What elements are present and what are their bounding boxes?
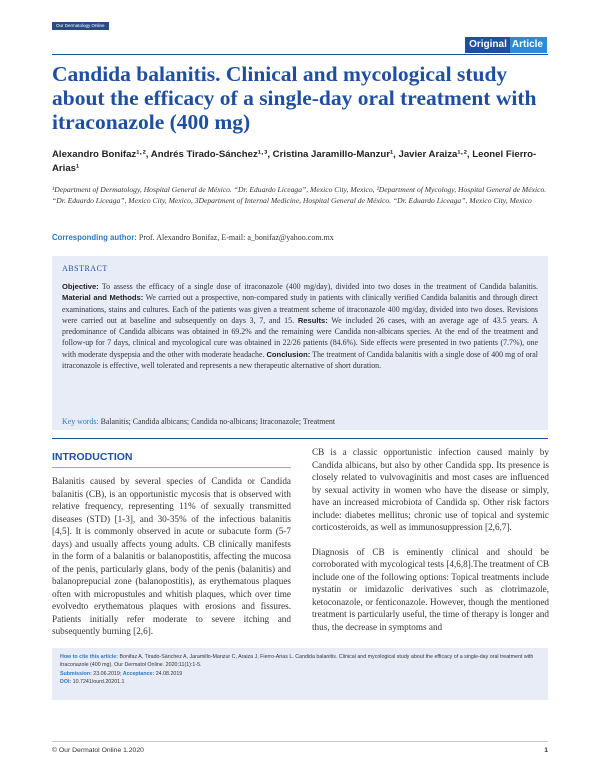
page-number: 1 [544,747,548,754]
methods-text: We carried out a prospective, non-compared study in patients with clinically verified Candida balanitis and through direct examinations, stains and cultures. Each of the patients was given a treatment scheme of itraconazole 400 mg/day, divided into two doses. Revisions were carried out at baseline and subsequently on days 3, 7, and 15. [62,293,538,325]
introduction-heading: INTRODUCTION [52,451,133,463]
footer-copyright: © Our Dermatol Online 1.2020 [52,747,144,754]
how-to-cite-label: How to cite this article: [60,654,118,660]
journal-tag: Our Dermatology Online [52,22,109,30]
doi-link[interactable]: 10.7241/ourd.20201.1 [71,678,125,685]
how-to-cite-text: Bonifaz A, Tirado-Sánchez A, Jaramillo-Manzur C, Araiza J, Fierro-Arias L. Candida balanitis. Clinical and mycological study about the efficacy of a single-day oral treatment with itraconazole (400 mg). Our Dermatol Online. 2020;11(1):1-5. [60,654,534,669]
corresponding-text: Prof. Alexandro Bonifaz, E-mail: a_bonifaz@yahoo.com.mx [136,233,334,242]
submission-label: Submission: [60,670,92,677]
paragraph: Balanitis caused by several species of Candida or Candida balanitis (CB), is an opportunistic mycosis that is observed with relative frequency, representing 11% of sexually transmitted diseases (STD) [1-3], and 30-35% of the infectious balanitis [4,5]. It is commonly observed in acute or subacute form (5-7 days) and usually affects young adults. CB clinically manifests in the form of a balanitis or balanopostitis, affecting the mucosa of the penis, particularly glans, body of the penis (balanitis) and balanoprepucial zone (balanopostitis), as erythematous plaques often with micropustules and whitish plaques, which over time evolvedto erythematous plaques with erosions and fissures. Patients initially refer moderate to severe itching and subsequently burning [2,6]. [52,476,291,636]
submission-date: 23.06.2019; [91,670,122,677]
left-column [52,475,291,650]
acceptance-date: 24.08.2019 [154,670,183,677]
methods-label: Material and Methods: [62,293,144,303]
conclusion-text: The treatment of Candida balanitis with a single dose of 400 mg of oral itraconazole is effective, well tolerated and represents a new therapeutic alternative of short duration. [62,349,538,371]
keywords-text: Balanitis; Candida albicans; Candida no-albicans; Itraconazole; Treatment [98,417,336,426]
keywords-label: Key words: [62,417,99,426]
article-type-badge [465,37,547,53]
keywords-rule [52,438,548,439]
footer-rule [52,741,548,742]
keywords [62,416,548,427]
doi-label: DOI: [60,678,72,685]
citation-box [52,648,548,700]
heading-underline [52,467,291,468]
article-title: Candida balanitis. Clinical and mycological study about the efficacy of a single-day oral treatment with itraconazole (400 mg) [52,62,537,134]
results-text: We included 26 cases, with an average age of 43.5 years. A predominance of Candida albicans was obtained in 69.2% and the remaining were Candida non-albicans species. At the end of the treatment and follow-up for 7 days, clinical and mycological cure was obtained in 22/26 patients (84.6%). Side effects were presented in two patients (7.7%), one with moderate dyspepsia and the other with moderate headache. [62,315,538,359]
affiliations: ¹Department of Dermatology, Hospital General de México. “Dr. Eduardo Liceaga”, Mexico City, Mexico, ²Department of Mycology, Hospital General de México. “Dr. Eduardo Liceaga”, Mexico City, Mexico, 3Department of Internal Medicine, Hospital General de México. “Dr. Eduardo Liceaga”, Mexico City, Mexico [52,185,547,206]
introduction-heading-block [52,448,291,468]
objective-label: Objective: [62,282,99,291]
header-rule [52,54,548,55]
author-list: Alexandro Bonifaz¹·², Andrés Tirado-Sánchez¹·³, Cristina Jaramillo-Manzur¹, Javier Araiza¹·², Leonel Fierro-Arias¹ [52,149,537,174]
abstract-text [62,281,538,371]
page-footer [52,747,548,754]
corresponding-author [52,232,552,243]
abstract-heading: ABSTRACT [62,264,108,273]
paragraph: CB is a classic opportunistic infection caused mainly by Candida albicans, but also by other Candida spp. Its presence is closely related to vulvovaginitis and most cases are influenced by sexual activity in women who have the disease or simply, have an increased microbiota of Candida sp. Other risk factors include: diabetes mellitus; chronic use of topical and systemic corticosteroids, as well as immunosuppression [2,6,7]. [312,447,549,532]
right-column [312,446,549,645]
acceptance-label: Acceptance: [122,670,155,677]
results-label: Results: [297,315,328,325]
badge-original: Original [465,37,510,53]
dates [60,670,540,678]
objective-text: To assess the efficacy of a single dose of itraconazole (400 mg/day), divided into two doses in the treatment of Candida balanitis. [98,282,538,291]
conclusion-label: Conclusion: [266,349,311,359]
how-to-cite [60,653,540,670]
abstract-box [52,256,548,430]
paragraph: Diagnosis of CB is eminently clinical and should be corroborated with mycological tests [4,6,8].The treatment of CB include one of the following options: Topical treatments include nystatin or imidazolic derivatives such as clotrimazole, ketoconazole, or fenticonazole. However, though the mentioned treatment is particularly useful, the time of therapy is longer and thus, the decrease in symptoms and [312,546,549,632]
corresponding-label: Corresponding author: [52,233,137,242]
doi [60,678,540,686]
badge-article: Article [510,37,547,53]
